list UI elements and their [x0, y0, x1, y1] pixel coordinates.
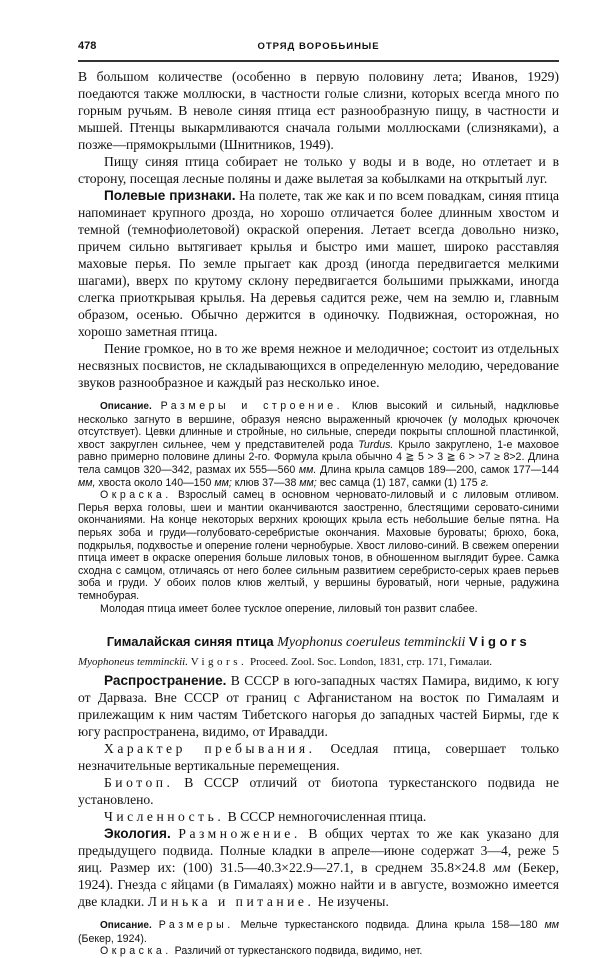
spaced-subheading: Численность.: [104, 809, 225, 825]
paragraph: [78, 489, 559, 602]
text: Оседлая птица, совершает только незначительные вертикальные перемещения.: [78, 741, 559, 774]
spaced-subheading: Окраска.: [100, 945, 172, 958]
italic-text: мм: [493, 860, 511, 876]
paragraph: [78, 945, 559, 958]
text: вес самца (1) 187, самки (1) 175: [316, 476, 481, 489]
italic-text: Myophoneus temminckii.: [78, 656, 188, 669]
text: Гималайская синяя птица: [106, 634, 278, 650]
page-header: [78, 40, 559, 58]
text: Крыло закруглено, 1-е маховое равно примерно половине длины 2-го. Формула крыла обычно 4 ≧ 5 > 3 ≧ 6 > >7 ≥ 8>2. Длина тела самцов 320—342, размах их 555—560: [78, 438, 559, 476]
italic-text: мм;: [214, 476, 232, 489]
paragraph: [78, 603, 559, 616]
text: Мельче туркестанского подвида. Длина крыла 158—180: [233, 919, 545, 932]
paragraph-heading: Экология.: [104, 826, 171, 842]
text: В СССР в юго-западных частях Памира, видимо, к югу от Дарваза. Вне СССР от границ с Афганистаном на восток по Гималаям и прилежащим к ним частям Тибетского нагорья до западных частей Бирмы, где к югу распространена, видимо, от Иравадди.: [78, 673, 559, 740]
text: клюв 37—38: [231, 476, 300, 489]
page-body: [78, 68, 559, 958]
paragraph: [78, 400, 559, 489]
page-number: 478: [78, 40, 97, 52]
text: В общих чертах то же как указано для предыдущего подвида. Полные кладки в апреле—июне содержат 3—4, реже 5 яиц. Размер их: (100) 31.5—40.3×22.9—27.1, в среднем 35.8×24.8: [78, 826, 559, 876]
text: [152, 400, 161, 412]
header-rule: [78, 60, 559, 62]
paragraph: [78, 153, 559, 187]
paragraph: [78, 740, 559, 774]
spaced-subheading: Характер пребывания.: [104, 741, 316, 757]
spaced-subheading: Vigors.: [190, 656, 248, 669]
spaced-subheading: Размеры и строение.: [160, 400, 344, 412]
italic-text: мм;: [299, 476, 317, 489]
paragraph: [78, 340, 559, 391]
text: На полете, так же как и по всем повадкам, синяя птица напоминает крупного дрозда, но хорошо отличается более длинным хвостом и темной (темнофиолетовой) окраской оперения. Летает всегда довольно низко, причем сильно вытягивает крылья и быстро ими машет, широко расставляя маховые перья. По земле прыгает как дрозд (иногда передвигается мелкими шагами), вверх по крутому склону передвигается большими прыжками, иногда слегка приоткрывая крылья. На деревья садится реже, чем на землю и, главным образом, осенью. Обычно держится в одиночку. Подвижная, осторожная, но хорошо заметная птица.: [78, 188, 559, 339]
spaced-subheading: Линька и питание.: [147, 894, 315, 910]
paragraph-heading: Описание.: [100, 920, 152, 932]
italic-text: Myophonus coeruleus temminckii: [277, 635, 466, 651]
paragraph: [78, 187, 559, 340]
text: Клюв высокий и сильный, надклювье несколько загнуто в вершине, образуя неясно выраженный крючочек (у молодых крючочек отсутствует). Цевки длинные и стройные, но сильные, спереди покрыты сплошной пластинкой, хвост закруглен сильнее, чем у представителей рода: [78, 400, 559, 451]
section-title: [78, 633, 559, 652]
text: Пение громкое, но в то же время нежное и мелодичное; состоит из отдельных несвязных посвистов, не складывающихся в определенную мелодию, чередование звуков разнообразное и каждый раз несколько иное.: [78, 341, 559, 390]
spaced-subheading: Размеры.: [158, 919, 234, 932]
paragraph-heading: Описание.: [100, 401, 152, 412]
text: Proceed. Zool. Soc. London, 1831, стр. 171, Гималаи.: [247, 656, 492, 669]
book-page: [78, 40, 559, 958]
synonym-citation: [78, 652, 559, 672]
paragraph-heading: Распространение.: [104, 673, 227, 689]
paragraph-heading: Полевые признаки.: [104, 188, 236, 203]
text: [152, 919, 159, 931]
spaced-subheading: Биотоп.: [104, 775, 174, 791]
spacer: [78, 910, 559, 919]
text: Молодая птица имеет более тусклое оперение, лиловый тон развит слабее.: [100, 602, 478, 615]
italic-text: Turdus.: [358, 438, 394, 451]
spaced-subheading: Vigors: [469, 634, 531, 650]
text: Взрослый самец в основном черновато-лиловый и с лиловым отливом. Перья верха головы, шеи и мантии оканчиваются заостренно, блестящими серовато-синими окончаниями. На конце некоторых верхних кроющих крыла есть небольшие белые пятна. На перьях зоба и груди—голубовато-серебристые окончания. Маховые буроваты; брюхо, бока, подкрылья, подхвостье и оперение голени чернобурые. Хвост лилово-синий. В свежем оперении птица имеет в окраске оперения больше лиловых тонов, в обношенном выглядит бурее. Самка сходна с самцом, отличаясь от него более сильным развитием серебристо-серых краев перьев зоба и груди. У обоих полов клюв желтый, у вершины буроватый, ноги черные, радужина темнобурая.: [78, 489, 559, 602]
italic-text: мм.: [298, 463, 317, 476]
paragraph: [78, 825, 559, 910]
text: Длина крыла самцов 189—200, самок 177—144: [316, 463, 559, 476]
text: Не изучены.: [314, 894, 389, 910]
italic-text: мм,: [78, 476, 96, 489]
spaced-subheading: Размножение.: [178, 826, 301, 842]
text: Пищу синяя птица собирает не только у воды и в воде, но отлетает и в сторону, посещая лесные поляны и даже вылетая за кобылками на открытый луг.: [78, 154, 559, 186]
paragraph: [78, 808, 559, 825]
paragraph: [78, 774, 559, 808]
text: Различий от туркестанского подвида, видимо, нет.: [171, 945, 423, 958]
italic-text: г.: [480, 476, 489, 489]
text: (Бекер, 1924).: [78, 932, 147, 945]
text: В большом количестве (особенно в первую половину лета; Иванов, 1929) поедаются также моллюски, в частности голые слизни, которых всегда много по горным ручьям. В неволе синяя птица ест разнообразную пищу, в частности и мышей. Птенцы выкармливаются сначала голыми моллюсками (слизняками), а позже—прямокрылыми (Шнитников, 1949).: [78, 69, 559, 152]
spaced-subheading: Окраска.: [100, 489, 172, 502]
paragraph: [78, 672, 559, 740]
spacer: [78, 391, 559, 400]
italic-text: мм: [544, 919, 559, 932]
running-title: ОТРЯД ВОРОБЬИНЫЕ: [257, 41, 380, 52]
text: (Бекер, 1924). Гнезда с яйцами (в Гималаях) можно найти и в августе, возможно имеется две кладки.: [78, 860, 560, 910]
text: В СССР немногочисленная птица.: [224, 809, 427, 825]
paragraph: [78, 68, 559, 153]
spacer: [78, 615, 559, 633]
text: В СССР отличий от биотопа туркестанского подвида не установлено.: [78, 775, 559, 808]
paragraph: [78, 919, 559, 945]
text: хвоста около 140—150: [95, 476, 215, 489]
